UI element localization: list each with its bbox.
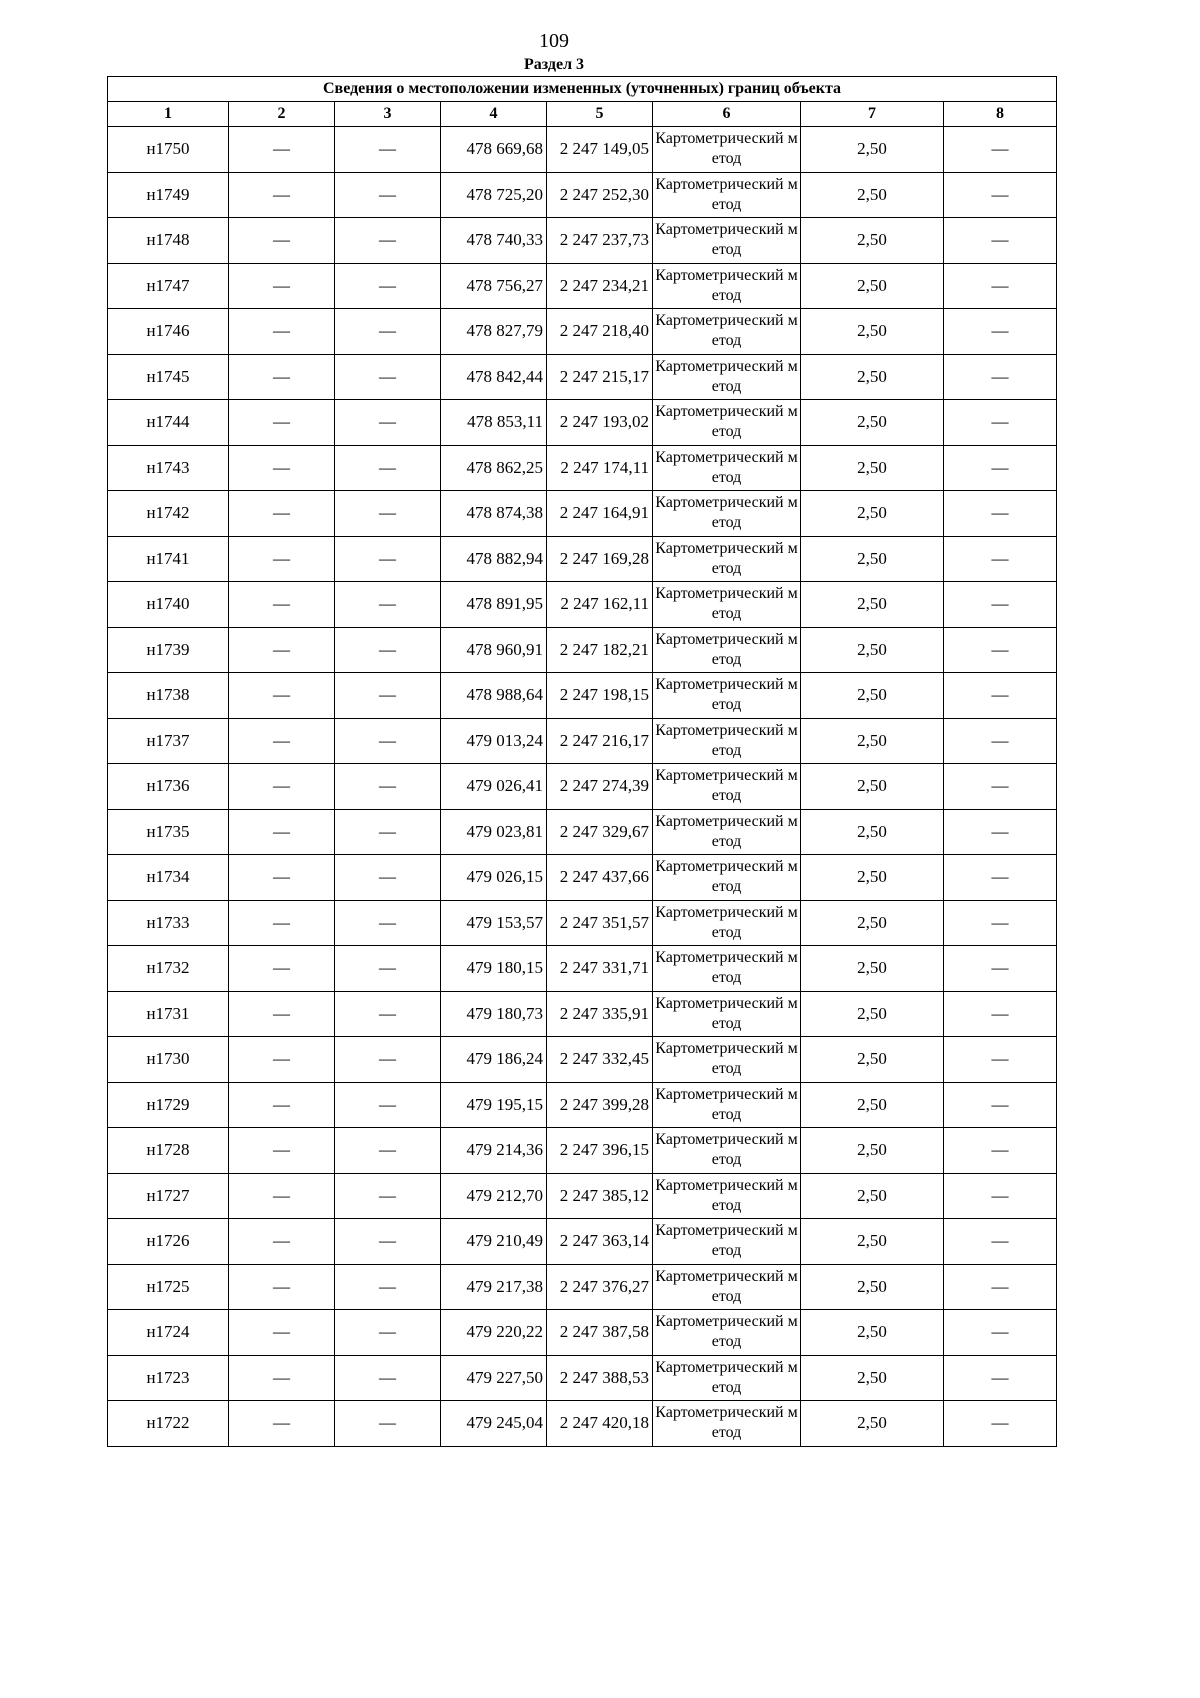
y-coordinate-cell: 2 247 437,66 [547,855,653,901]
table-row [108,1082,1057,1128]
column-2-cell: — [229,1355,335,1401]
x-coordinate-cell: 479 153,57 [441,900,547,946]
x-coordinate-cell: 478 725,20 [441,172,547,218]
table-row [108,946,1057,992]
method-cell: Картометрический метод [653,218,801,264]
y-coordinate-cell: 2 247 234,21 [547,263,653,309]
x-coordinate-cell: 479 210,49 [441,1219,547,1265]
column-3-cell: — [335,354,441,400]
table-row [108,309,1057,355]
point-number-cell: н1745 [108,354,229,400]
column-8-cell: — [944,900,1057,946]
column-3-cell: — [335,1173,441,1219]
x-coordinate-cell: 479 023,81 [441,809,547,855]
point-number-cell: н1746 [108,309,229,355]
point-number-cell: н1723 [108,1355,229,1401]
y-coordinate-cell: 2 247 329,67 [547,809,653,855]
point-number-cell: н1738 [108,673,229,719]
point-number-cell: н1732 [108,946,229,992]
x-coordinate-cell: 479 195,15 [441,1082,547,1128]
column-number: 2 [229,102,335,127]
x-coordinate-cell: 478 862,25 [441,445,547,491]
y-coordinate-cell: 2 247 198,15 [547,673,653,719]
page-number: 109 [539,30,569,52]
column-2-cell: — [229,218,335,264]
accuracy-cell: 2,50 [801,491,944,537]
method-cell: Картометрический метод [653,172,801,218]
column-3-cell: — [335,400,441,446]
column-3-cell: — [335,855,441,901]
y-coordinate-cell: 2 247 399,28 [547,1082,653,1128]
column-number: 8 [944,102,1057,127]
x-coordinate-cell: 479 227,50 [441,1355,547,1401]
table-row [108,855,1057,901]
point-number-cell: н1737 [108,718,229,764]
column-3-cell: — [335,1310,441,1356]
column-3-cell: — [335,1264,441,1310]
method-cell: Картометрический метод [653,400,801,446]
y-coordinate-cell: 2 247 388,53 [547,1355,653,1401]
table-row [108,127,1057,173]
point-number-cell: н1749 [108,172,229,218]
accuracy-cell: 2,50 [801,946,944,992]
x-coordinate-cell: 479 217,38 [441,1264,547,1310]
accuracy-cell: 2,50 [801,764,944,810]
column-8-cell: — [944,809,1057,855]
column-8-cell: — [944,627,1057,673]
x-coordinate-cell: 479 186,24 [441,1037,547,1083]
accuracy-cell: 2,50 [801,309,944,355]
method-cell: Картометрический метод [653,1219,801,1265]
method-cell: Картометрический метод [653,582,801,628]
method-cell: Картометрический метод [653,900,801,946]
column-2-cell: — [229,582,335,628]
table-body [108,127,1057,1447]
accuracy-cell: 2,50 [801,673,944,719]
point-number-cell: н1729 [108,1082,229,1128]
accuracy-cell: 2,50 [801,1401,944,1447]
y-coordinate-cell: 2 247 387,58 [547,1310,653,1356]
accuracy-cell: 2,50 [801,900,944,946]
accuracy-cell: 2,50 [801,127,944,173]
accuracy-cell: 2,50 [801,218,944,264]
y-coordinate-cell: 2 247 216,17 [547,718,653,764]
method-cell: Картометрический метод [653,627,801,673]
column-2-cell: — [229,1128,335,1174]
x-coordinate-cell: 478 874,38 [441,491,547,537]
column-2-cell: — [229,627,335,673]
method-cell: Картометрический метод [653,946,801,992]
column-8-cell: — [944,536,1057,582]
column-8-cell: — [944,218,1057,264]
point-number-cell: н1725 [108,1264,229,1310]
table-row [108,491,1057,537]
accuracy-cell: 2,50 [801,445,944,491]
y-coordinate-cell: 2 247 237,73 [547,218,653,264]
y-coordinate-cell: 2 247 174,11 [547,445,653,491]
accuracy-cell: 2,50 [801,855,944,901]
column-8-cell: — [944,1310,1057,1356]
accuracy-cell: 2,50 [801,1037,944,1083]
column-2-cell: — [229,400,335,446]
table-row [108,218,1057,264]
accuracy-cell: 2,50 [801,1128,944,1174]
accuracy-cell: 2,50 [801,1264,944,1310]
section-title: Раздел 3 [523,56,585,73]
table-row [108,627,1057,673]
column-2-cell: — [229,991,335,1037]
table-row [108,1037,1057,1083]
column-8-cell: — [944,1082,1057,1128]
table-row [108,354,1057,400]
table-row [108,1310,1057,1356]
column-8-cell: — [944,1264,1057,1310]
x-coordinate-cell: 478 669,68 [441,127,547,173]
accuracy-cell: 2,50 [801,809,944,855]
column-8-cell: — [944,582,1057,628]
table-row [108,172,1057,218]
y-coordinate-cell: 2 247 193,02 [547,400,653,446]
column-2-cell: — [229,855,335,901]
method-cell: Картометрический метод [653,536,801,582]
method-cell: Картометрический метод [653,491,801,537]
accuracy-cell: 2,50 [801,718,944,764]
x-coordinate-cell: 478 827,79 [441,309,547,355]
y-coordinate-cell: 2 247 252,30 [547,172,653,218]
accuracy-cell: 2,50 [801,400,944,446]
table-row [108,673,1057,719]
point-number-cell: н1727 [108,1173,229,1219]
x-coordinate-cell: 478 740,33 [441,218,547,264]
accuracy-cell: 2,50 [801,172,944,218]
x-coordinate-cell: 478 756,27 [441,263,547,309]
column-8-cell: — [944,172,1057,218]
point-number-cell: н1747 [108,263,229,309]
method-cell: Картометрический метод [653,1264,801,1310]
y-coordinate-cell: 2 247 376,27 [547,1264,653,1310]
column-2-cell: — [229,1173,335,1219]
table-row [108,1401,1057,1447]
method-cell: Картометрический метод [653,1401,801,1447]
method-cell: Картометрический метод [653,263,801,309]
table-row [108,764,1057,810]
column-8-cell: — [944,764,1057,810]
point-number-cell: н1734 [108,855,229,901]
method-cell: Картометрический метод [653,127,801,173]
column-3-cell: — [335,536,441,582]
column-number: 4 [441,102,547,127]
column-2-cell: — [229,900,335,946]
column-3-cell: — [335,172,441,218]
accuracy-cell: 2,50 [801,627,944,673]
y-coordinate-cell: 2 247 169,28 [547,536,653,582]
column-3-cell: — [335,900,441,946]
x-coordinate-cell: 479 214,36 [441,1128,547,1174]
column-2-cell: — [229,445,335,491]
column-3-cell: — [335,127,441,173]
table-row [108,445,1057,491]
column-3-cell: — [335,1401,441,1447]
table-row [108,400,1057,446]
point-number-cell: н1740 [108,582,229,628]
accuracy-cell: 2,50 [801,1082,944,1128]
column-3-cell: — [335,218,441,264]
column-2-cell: — [229,1219,335,1265]
x-coordinate-cell: 479 013,24 [441,718,547,764]
method-cell: Картометрический метод [653,809,801,855]
method-cell: Картометрический метод [653,764,801,810]
table-row [108,536,1057,582]
column-3-cell: — [335,1037,441,1083]
table-row [108,1264,1057,1310]
y-coordinate-cell: 2 247 363,14 [547,1219,653,1265]
point-number-cell: н1733 [108,900,229,946]
column-3-cell: — [335,263,441,309]
column-3-cell: — [335,491,441,537]
column-3-cell: — [335,718,441,764]
table-row [108,263,1057,309]
column-number: 5 [547,102,653,127]
column-2-cell: — [229,354,335,400]
column-8-cell: — [944,309,1057,355]
y-coordinate-cell: 2 247 385,12 [547,1173,653,1219]
point-number-cell: н1724 [108,1310,229,1356]
method-cell: Картометрический метод [653,855,801,901]
column-8-cell: — [944,855,1057,901]
column-2-cell: — [229,718,335,764]
accuracy-cell: 2,50 [801,1173,944,1219]
table-row [108,1173,1057,1219]
method-cell: Картометрический метод [653,991,801,1037]
y-coordinate-cell: 2 247 149,05 [547,127,653,173]
method-cell: Картометрический метод [653,1355,801,1401]
column-3-cell: — [335,764,441,810]
table-row [108,718,1057,764]
method-cell: Картометрический метод [653,718,801,764]
point-number-cell: н1742 [108,491,229,537]
column-8-cell: — [944,1173,1057,1219]
column-2-cell: — [229,946,335,992]
column-8-cell: — [944,1128,1057,1174]
column-2-cell: — [229,127,335,173]
x-coordinate-cell: 478 882,94 [441,536,547,582]
table-row [108,809,1057,855]
y-coordinate-cell: 2 247 420,18 [547,1401,653,1447]
column-8-cell: — [944,400,1057,446]
x-coordinate-cell: 478 853,11 [441,400,547,446]
method-cell: Картометрический метод [653,1173,801,1219]
column-8-cell: — [944,673,1057,719]
column-2-cell: — [229,1264,335,1310]
x-coordinate-cell: 479 026,41 [441,764,547,810]
method-cell: Картометрический метод [653,1310,801,1356]
column-2-cell: — [229,172,335,218]
accuracy-cell: 2,50 [801,1310,944,1356]
column-3-cell: — [335,1219,441,1265]
method-cell: Картометрический метод [653,673,801,719]
x-coordinate-cell: 478 960,91 [441,627,547,673]
column-8-cell: — [944,946,1057,992]
table-row [108,1219,1057,1265]
column-8-cell: — [944,263,1057,309]
column-number: 6 [653,102,801,127]
column-2-cell: — [229,491,335,537]
column-number-row [108,102,1057,127]
point-number-cell: н1750 [108,127,229,173]
column-number: 3 [335,102,441,127]
y-coordinate-cell: 2 247 162,11 [547,582,653,628]
column-3-cell: — [335,309,441,355]
method-cell: Картометрический метод [653,1128,801,1174]
point-number-cell: н1726 [108,1219,229,1265]
x-coordinate-cell: 479 180,15 [441,946,547,992]
method-cell: Картометрический метод [653,1037,801,1083]
x-coordinate-cell: 479 220,22 [441,1310,547,1356]
accuracy-cell: 2,50 [801,263,944,309]
column-number: 1 [108,102,229,127]
table-row [108,900,1057,946]
column-3-cell: — [335,627,441,673]
y-coordinate-cell: 2 247 332,45 [547,1037,653,1083]
accuracy-cell: 2,50 [801,536,944,582]
y-coordinate-cell: 2 247 331,71 [547,946,653,992]
accuracy-cell: 2,50 [801,582,944,628]
y-coordinate-cell: 2 247 215,17 [547,354,653,400]
point-number-cell: н1722 [108,1401,229,1447]
x-coordinate-cell: 479 245,04 [441,1401,547,1447]
accuracy-cell: 2,50 [801,354,944,400]
point-number-cell: н1748 [108,218,229,264]
column-3-cell: — [335,1355,441,1401]
column-2-cell: — [229,536,335,582]
column-2-cell: — [229,1082,335,1128]
y-coordinate-cell: 2 247 164,91 [547,491,653,537]
column-3-cell: — [335,673,441,719]
y-coordinate-cell: 2 247 351,57 [547,900,653,946]
method-cell: Картометрический метод [653,445,801,491]
x-coordinate-cell: 478 988,64 [441,673,547,719]
column-3-cell: — [335,946,441,992]
column-2-cell: — [229,263,335,309]
x-coordinate-cell: 478 842,44 [441,354,547,400]
y-coordinate-cell: 2 247 335,91 [547,991,653,1037]
column-8-cell: — [944,1355,1057,1401]
column-8-cell: — [944,1401,1057,1447]
column-8-cell: — [944,445,1057,491]
column-2-cell: — [229,809,335,855]
method-cell: Картометрический метод [653,309,801,355]
y-coordinate-cell: 2 247 182,21 [547,627,653,673]
column-3-cell: — [335,991,441,1037]
y-coordinate-cell: 2 247 396,15 [547,1128,653,1174]
accuracy-cell: 2,50 [801,991,944,1037]
point-number-cell: н1731 [108,991,229,1037]
column-8-cell: — [944,127,1057,173]
column-2-cell: — [229,1037,335,1083]
column-2-cell: — [229,309,335,355]
column-8-cell: — [944,1219,1057,1265]
accuracy-cell: 2,50 [801,1355,944,1401]
x-coordinate-cell: 479 180,73 [441,991,547,1037]
table-row [108,1355,1057,1401]
column-2-cell: — [229,1310,335,1356]
column-8-cell: — [944,718,1057,764]
table-row [108,991,1057,1037]
column-3-cell: — [335,445,441,491]
column-8-cell: — [944,491,1057,537]
accuracy-cell: 2,50 [801,1219,944,1265]
table-caption: Сведения о местоположении измененных (уточненных) границ объекта [108,77,1057,102]
point-number-cell: н1735 [108,809,229,855]
boundary-coordinates-table [107,76,1057,1447]
column-3-cell: — [335,1082,441,1128]
column-number: 7 [801,102,944,127]
table-caption-row [108,77,1057,102]
column-3-cell: — [335,809,441,855]
column-3-cell: — [335,582,441,628]
x-coordinate-cell: 478 891,95 [441,582,547,628]
column-8-cell: — [944,991,1057,1037]
point-number-cell: н1739 [108,627,229,673]
column-3-cell: — [335,1128,441,1174]
x-coordinate-cell: 479 026,15 [441,855,547,901]
column-8-cell: — [944,1037,1057,1083]
table-row [108,582,1057,628]
x-coordinate-cell: 479 212,70 [441,1173,547,1219]
point-number-cell: н1728 [108,1128,229,1174]
table-row [108,1128,1057,1174]
point-number-cell: н1736 [108,764,229,810]
column-2-cell: — [229,673,335,719]
method-cell: Картометрический метод [653,1082,801,1128]
point-number-cell: н1741 [108,536,229,582]
column-2-cell: — [229,764,335,810]
y-coordinate-cell: 2 247 274,39 [547,764,653,810]
method-cell: Картометрический метод [653,354,801,400]
column-8-cell: — [944,354,1057,400]
point-number-cell: н1730 [108,1037,229,1083]
y-coordinate-cell: 2 247 218,40 [547,309,653,355]
point-number-cell: н1744 [108,400,229,446]
point-number-cell: н1743 [108,445,229,491]
column-2-cell: — [229,1401,335,1447]
